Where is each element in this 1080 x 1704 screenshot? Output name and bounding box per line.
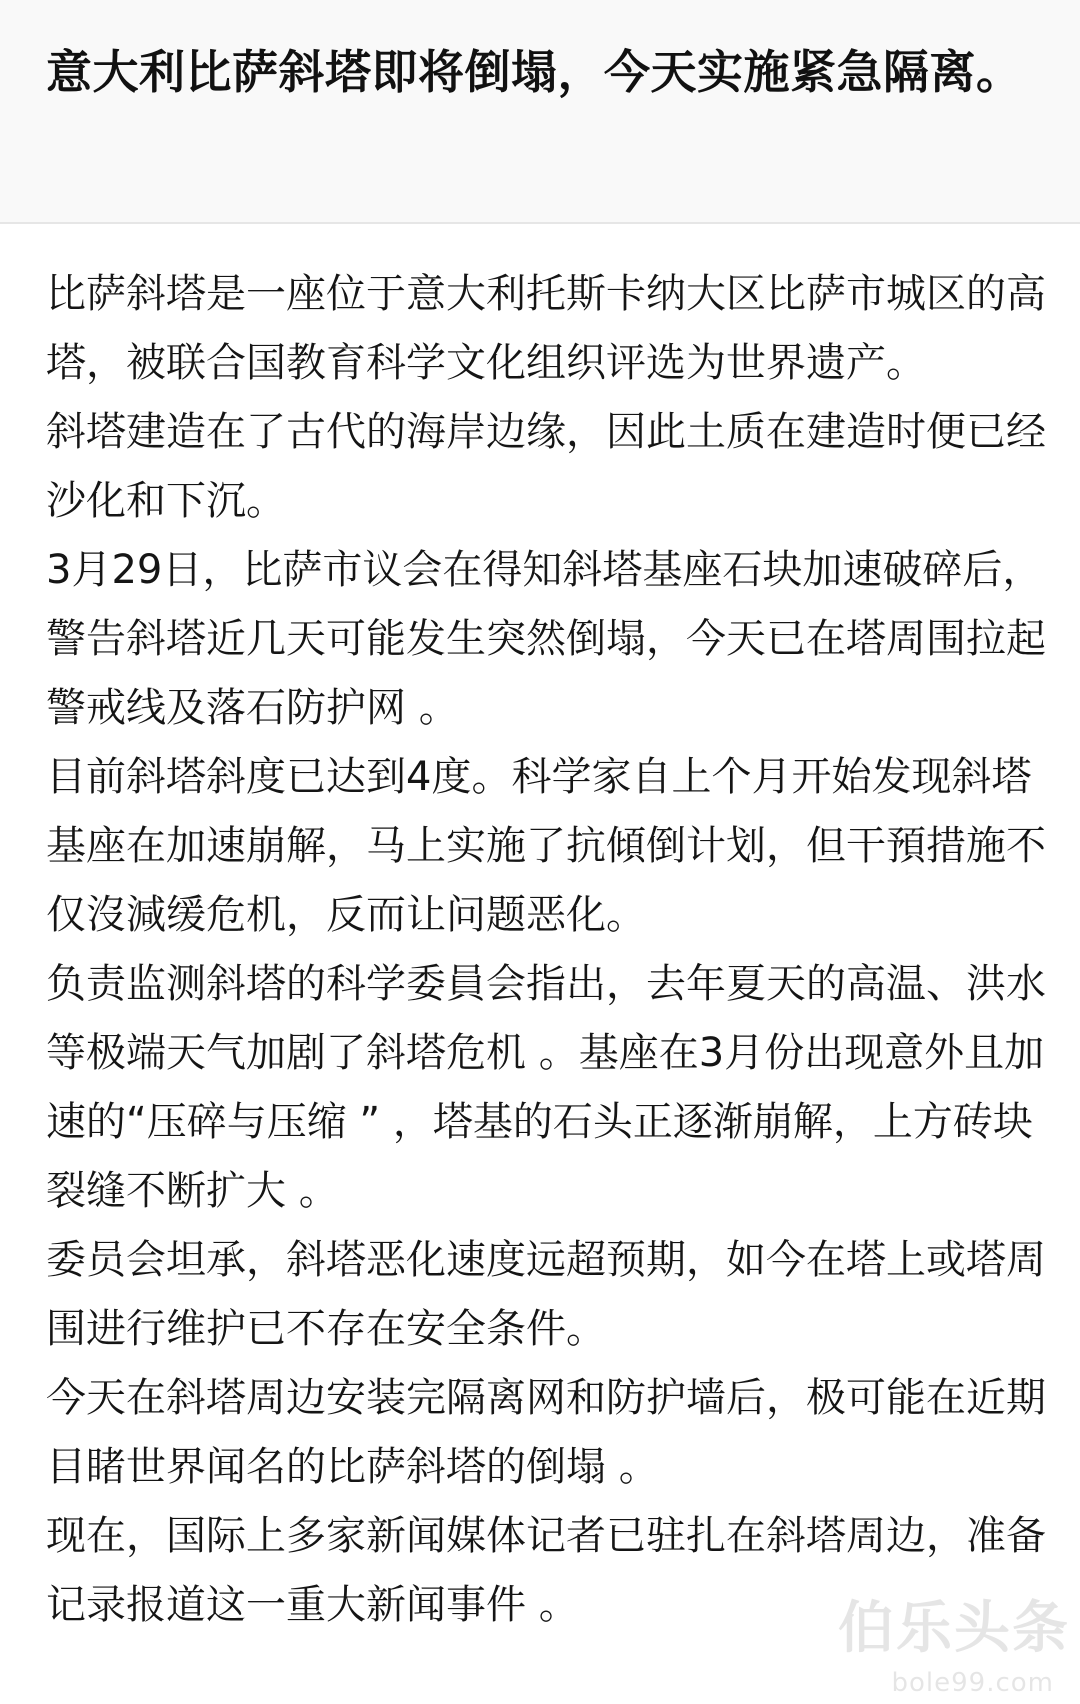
article-paragraph-5: 负责监测斜塔的科学委員会指出，去年夏天的高温、洪水等极端天气加剧了斜塔危机 。基座在3月份出现意外且加速的“压碎与压缩 ” ，塔基的石头正逐渐崩解，上方砖块裂缝不断扩大 。 [46,961,1046,1214]
article-header [0,0,1080,222]
article-paragraph-3: 3月29日，比萨市议会在得知斜塔基座石块加速破碎后，警告斜塔近几天可能发生突然倒塌，今天已在塔周围拉起警戒线及落石防护网 。 [46,547,1046,731]
article-paragraph-6: 委员会坦承，斜塔恶化速度远超预期，如今在塔上或塔周围进行维护已不存在安全条件。 [46,1237,1046,1352]
article-paragraph-2: 斜塔建造在了古代的海岸边缘，因此土质在建造时便已经沙化和下沉。 [46,409,1046,524]
article-paragraph-1: 比萨斜塔是一座位于意大利托斯卡纳大区比萨市城区的高塔，被联合国教育科学文化组织评选为世界遗产。 [46,271,1046,386]
article-title: 意大利比萨斜塔即将倒塌，今天实施紧急隔离。 [46,45,1023,99]
watermark-logo: 伯乐头条 [838,1596,1070,1661]
header-divider [0,222,1080,224]
watermark-site: bole99.com [891,1668,1054,1698]
article-body [46,260,1058,1640]
article-paragraph-8: 现在，国际上多家新闻媒体记者已驻扎在斜塔周边，准备记录报道这一重大新闻事件 。 [46,1513,1046,1628]
article-paragraph-7: 今天在斜塔周边安装完隔离网和防护墙后，极可能在近期目睹世界闻名的比萨斜塔的倒塌 。 [46,1375,1046,1490]
article-paragraph-4: 目前斜塔斜度已达到4度。科学家自上个月开始发现斜塔基座在加速崩解，马上实施了抗傾倒计划，但干預措施不仅沒減缓危机，反而让问题恶化。 [46,754,1046,938]
